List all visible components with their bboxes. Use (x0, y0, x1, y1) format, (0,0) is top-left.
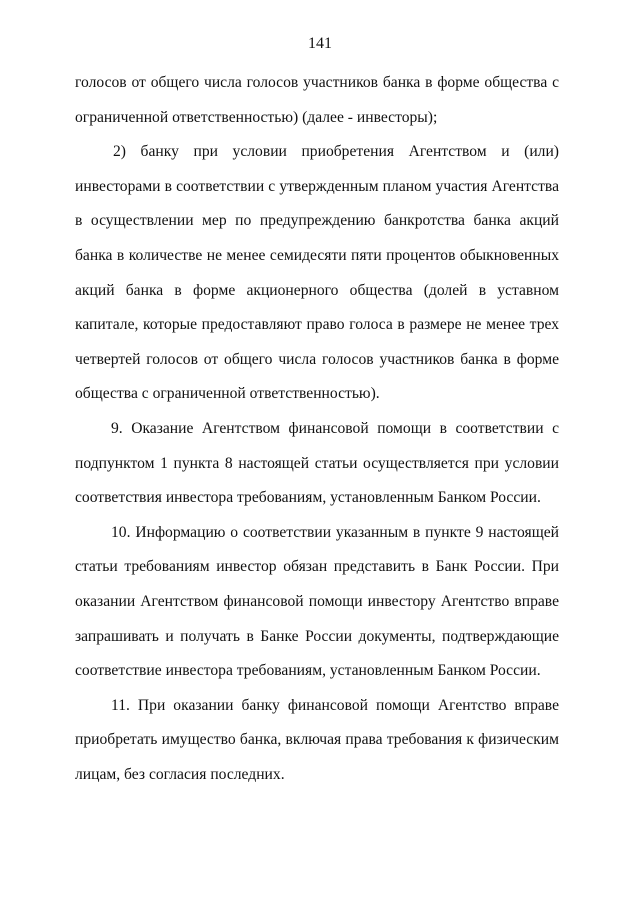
page-number: 141 (308, 35, 332, 52)
paragraph-item-11: 11. При оказании банку финансовой помощи Агентство вправе приобретать имущество банка, включая права требования к физическим лицам, без согласия последних. (75, 696, 559, 783)
paragraph-subitem-2: 2) банку при условии приобретения Агентством и (или) инвесторами в соответствии с утвержденным планом участия Агентства в осуществлении мер по предупреждению банкротства банка акций банка в количестве не менее семидесяти пяти процентов обыкновенных акций банка в форме акционерного общества (долей в уставном капитале, которые предоставляют право голоса в размере не менее трех четвертей голосов от общего числа голосов участников банка в форме общества с ограниченной ответственностью). (75, 143, 559, 403)
paragraph-item-9: 9. Оказание Агентством финансовой помощи в соответствии с подпунктом 1 пункта 8 настоящей статьи осуществляется при условии соответствия инвестора требованиям, установленным Банком России. (75, 419, 559, 507)
paragraph-continuation: голосов от общего числа голосов участников банка в форме общества с ограниченной ответственностью) (далее - инвесторы); (75, 74, 559, 126)
document-body (75, 66, 559, 792)
paragraph-item-10: 10. Информацию о соответствии указанным в пункте 9 настоящей статьи требованиям инвестор обязан представить в Банк России. При оказании Агентством финансовой помощи инвестору Агентство вправе запрашивать и получать в Банке России документы, подтверждающие соответствие инвестора требованиям, установленным Банком России. (75, 523, 559, 680)
